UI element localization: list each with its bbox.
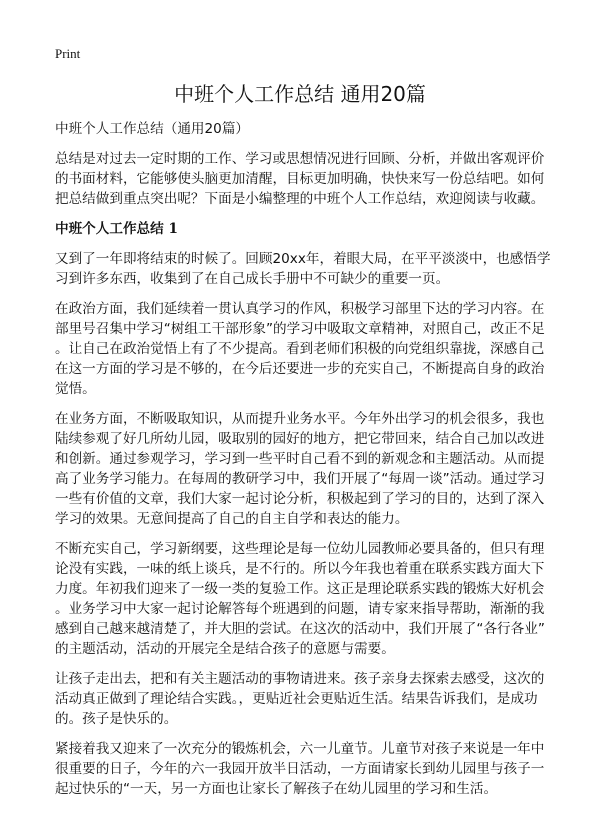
paragraph [55,249,555,289]
text-line: 感到自己越来越清楚了，并大胆的尝试。在这次的活动中，我们开展了“各行各业” [55,621,545,637]
paragraph [55,409,555,529]
text-line: 不断充实自己，学习新纲要，这些理论是每一位幼儿园教师必要具备的，但只有理 [55,541,545,557]
document-body [55,119,555,809]
text-line: 。让自己在政治觉悟上有了不少提高。看到老师们积极的向党组织靠拢，深感自己 [55,341,545,357]
paragraph [55,539,555,659]
text-line: 让孩子走出去，把和有关主题活动的事物请进来。孩子亲身去探索去感受，这次的 [55,671,545,687]
text-line: 的。孩子是快乐的。 [55,711,178,727]
paragraph [55,299,555,399]
print-link[interactable]: Print [55,46,81,61]
paragraph [55,739,555,799]
text-line: 部里号召集中学习“树组工干部形象”的学习中吸取文章精神，对照自己，改正不足 [55,321,545,337]
text-line: 力度。年初我们迎来了一级一类的复验工作。这正是理论联系实践的锻炼大好机会 [55,581,545,597]
text-line: 陆续参观了好几所幼儿园，吸取别的园好的地方，把它带回来，结合自己加以改进 [55,431,545,447]
text-line: 学习的效果。无意间提高了自己的自主自学和表达的能力。 [55,511,409,527]
text-line: 在这一方面的学习是不够的，在今后还要进一步的充实自己，不断提高自身的政治 [55,361,545,377]
text-line: 紧接着我又迎来了一次充分的锻炼机会，六一儿童节。儿童节对孩子来说是一年中 [55,741,545,757]
section-paragraphs [55,249,555,799]
text-line: 又到了一年即将结束的时候了。回顾20xx年，着眼大局，在平平淡淡中，也感悟学 [55,251,551,267]
text-line: 起过快乐的“一天，另一方面也让家长了解孩子在幼儿园里的学习和生活。 [55,781,498,797]
text-line: 习到许多东西，收集到了在自己成长手册中不可缺少的重要一页。 [55,271,450,287]
text-line: 一些有价值的文章，我们大家一起讨论分析，积极起到了学习的目的，达到了深入 [55,491,545,507]
intro-paragraph [55,149,555,209]
text-line: 活动真正做到了理论结合实践。，更贴近社会更贴近生活。结果告诉我们，是成功 [55,691,538,707]
text-line: 的书面材料，它能够使头脑更加清醒，目标更加明确，快快来写一份总结吧。如何 [55,171,545,187]
section-heading: 中班个人工作总结 1 [55,221,178,237]
text-line: 。业务学习中大家一起讨论解答每个班遇到的问题，请专家来指导帮助，渐渐的我 [55,601,545,617]
paragraph [55,669,555,729]
text-line: 和创新。通过参观学习，学习到一些平时自己看不到的新观念和主题活动。从而提 [55,451,545,467]
page-title: 中班个人工作总结 通用20篇 [174,82,426,106]
text-line: 觉悟。 [55,381,96,397]
text-line: 高了业务学习能力。在每周的教研学习中，我们开展了“每周一谈”活动。通过学习 [55,471,545,487]
text-line: 总结是对过去一定时期的工作、学习或思想情况进行回顾、分析，并做出客观评价 [55,151,545,167]
text-line: 把总结做到重点突出呢？下面是小编整理的中班个人工作总结，欢迎阅读与收藏。 [55,191,545,207]
text-line: 论没有实践，一味的纸上谈兵，是不行的。所以今年我也着重在联系实践方面大下 [55,561,545,577]
text-line: 在业务方面，不断吸取知识，从而提升业务水平。今年外出学习的机会很多，我也 [55,411,545,427]
text-line: 很重要的日子，今年的六一我园开放半日活动，一方面请家长到幼儿园里与孩子一 [55,761,545,777]
subtitle: 中班个人工作总结（通用20篇） [55,121,250,137]
text-line: 的主题活动，活动的开展完全是结合孩子的意愿与需要。 [55,641,395,657]
text-line: 在政治方面，我们延续着一贯认真学习的作风，积极学习部里下达的学习内容。在 [55,301,545,317]
